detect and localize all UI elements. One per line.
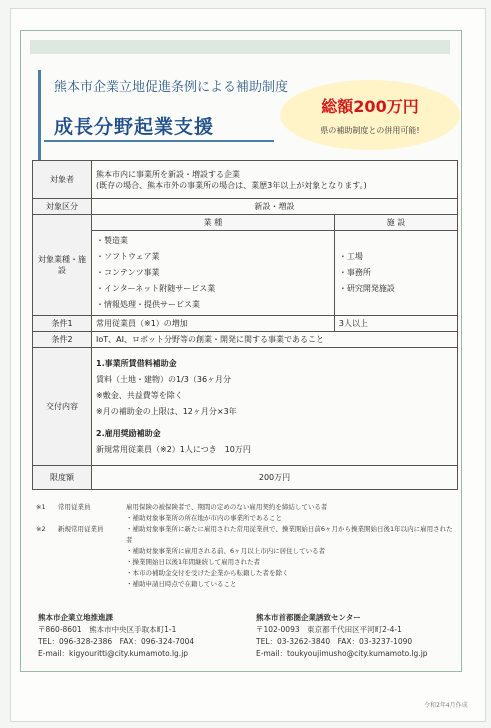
cond1-value2: 3人以上 [334,316,457,332]
limit-value: 200万円 [92,466,458,490]
note-mark [36,513,58,524]
note-body: ・操業開始日以後1年間継続して雇用された者 [126,558,261,566]
note-row [36,513,456,524]
facility-list [334,231,457,316]
facility-item: ・工場 [338,252,363,261]
note-row [36,557,456,568]
contact-city-office [38,612,194,660]
note-row [36,579,456,590]
subsidy-table [32,160,458,490]
category-value: 新設・増設 [92,199,458,215]
title-underline [44,140,274,142]
note-body: 雇用保険の被保険者で、期間の定めのない雇用契約を締結している者 [126,503,328,511]
industry-item: ・ソフトウェア業 [96,252,160,261]
facility-item: ・事務所 [338,268,371,277]
notes-section [36,502,456,590]
badge-amount: 総額200万円 [321,97,419,116]
target-line2: (既存の場合、熊本市外の事業所の場合は、業歴3年以上が対象となります。) [96,180,367,190]
note-head [58,579,126,590]
target-line1: 熊本市内に事業所を新設・増設する企業 [96,169,240,179]
note-mark [36,579,58,590]
industry-item: ・情報処理・提供サービス業 [96,300,200,309]
note-head [58,568,126,579]
target-value [92,161,458,199]
badge-note: 県の補助制度との併用可能! [320,126,420,135]
cond1-value: 常用従業員（※1）の増加 [92,316,335,332]
amount-badge [280,80,460,150]
note-row [36,502,456,513]
grant2-title: 2.雇用奨励補助金 [96,428,161,438]
page-title: 成長分野起業支援 [54,116,215,138]
contact-phone: TEL：03-3262-3840 FAX：03-3237-1090 [256,637,413,646]
contact-phone: TEL：096-328-2386 FAX：096-324-7004 [38,637,195,646]
contact-name: 熊本市首都圏企業誘致センター [256,613,361,622]
facility-col-head: 施 設 [334,215,457,231]
target-label: 対象者 [33,161,92,199]
note-body: ・補助申請日時点で在籍していること [126,580,237,588]
note-head [58,513,126,524]
cond1-label: 条件1 [33,316,92,332]
cond2-label: 条件2 [33,332,92,348]
grant1-line3: ※月の補助金の上限は、12ヶ月分×3年 [96,406,237,416]
note-body: ・本市の補助金交付を受けた企業から転籍した者を除く [126,569,289,577]
note-mark: ※1 [36,503,46,511]
grant1-line2: ※敷金、共益費等を除く [96,390,183,400]
top-band [30,40,450,54]
industry-item: ・コンテンツ事業 [96,268,160,277]
footer-date: 令和2年4月作成 [424,702,468,709]
note-body: ・補助対象事業所に雇用される前、6ヶ月以上市内に居住している者 [126,547,326,555]
note-head: 新規常用従業員 [58,525,104,533]
note-mark: ※2 [36,525,46,533]
grant1-title: 1.事業所賃借料補助金 [96,358,177,368]
note-head [58,546,126,557]
industry-item: ・インターネット附随サービス業 [96,284,216,293]
category-label: 対象区分 [33,199,92,215]
note-row [36,524,456,546]
contact-address: 〒860-8601 熊本市中央区手取本町1-1 [38,625,177,634]
grant2-line1: 新規常用従業員（※2）1人につき 10万円 [96,444,251,454]
note-mark [36,546,58,557]
lead-text: 熊本市企業立地促進条例による補助制度 [54,80,289,95]
industry-label: 対象業種・施設 [33,215,92,316]
note-head: 常用従業員 [58,503,91,511]
contact-email: E-mail：kigyouritti@city.kumamoto.lg.jp [38,649,189,658]
contact-tokyo-center [256,612,428,660]
note-body: ・補助対象事業所に新たに雇用された常用従業員で、操業開始日前6ヶ月から操業開始日後1年以内に雇用された者 [126,525,453,544]
grant1-line1: 賃料（土地・建物）の1/3（36ヶ月分 [96,374,232,384]
industry-list [92,231,335,316]
grant-value [92,348,458,466]
industry-col-head: 業 種 [92,215,335,231]
note-mark [36,568,58,579]
limit-label: 限度額 [33,466,92,490]
note-head [58,557,126,568]
contact-name: 熊本市企業立地推進課 [38,613,113,622]
note-body: ・補助対象事業所の所在地が市内の事業所であること [126,514,282,522]
industry-item: ・製造業 [96,236,128,245]
facility-item: ・研究開発施設 [338,284,395,293]
note-row [36,568,456,579]
cond2-value: IoT、AI、ロボット分野等の創業・開発に関する事業であること [92,332,458,348]
grant-label: 交付内容 [33,348,92,466]
contact-address: 〒102-0093 東京都千代田区平河町2-4-1 [256,625,402,634]
note-mark [36,557,58,568]
contact-email: E-mail：toukyoujimusho@city.kumamoto.lg.jp [256,649,428,658]
note-row [36,546,456,557]
